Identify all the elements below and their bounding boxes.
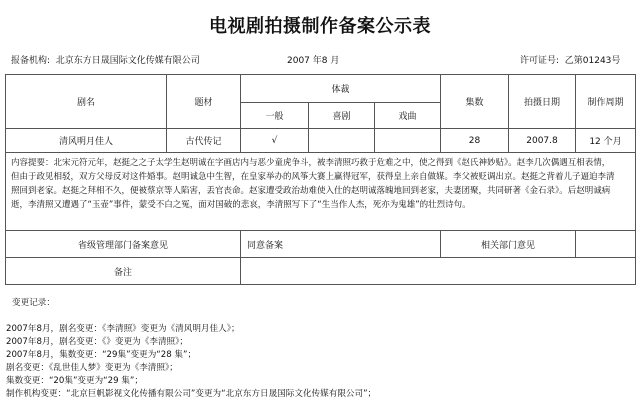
change-log-item: 制作机构变更：“北京巨帆影视文化传播有限公司”变更为“北京东方日晟国际文化传媒有限公司”； (6, 389, 377, 399)
filing-table (5, 74, 636, 285)
province-opinion-label: 省级管理部门备案意见 (6, 231, 241, 258)
header-theme: 题材 (167, 75, 241, 129)
change-log (6, 297, 636, 401)
cell-comedy (309, 129, 375, 153)
page-title: 电视剧拍摄制作备案公示表 (209, 16, 431, 37)
cell-title: 清风明月佳人 (6, 129, 167, 153)
header-period: 制作周期 (576, 75, 636, 129)
summary-line: 逝，李清照又遭遇了“玉壶”事件，蒙受不白之冤，面对国破的悲哀，李清照写下了“生当作人杰，死亦为鬼雄”的壮烈诗句。 (11, 200, 471, 210)
header-genre-comedy: 喜剧 (309, 103, 375, 129)
province-opinion-value: 同意备案 (241, 231, 441, 258)
remarks-label: 备注 (6, 258, 241, 285)
change-log-item: 集数变更：“20集”变更为“29 集”； (6, 376, 143, 386)
filing-organization (11, 53, 200, 66)
change-log-item: 2007年8月，剧名变更：《李清照》变更为《清风明月佳人》； (6, 324, 240, 334)
change-log-title: 变更记录： (12, 298, 55, 308)
change-log-item: 剧名变更：《乱世佳人梦》变更为《李清照》； (6, 363, 178, 373)
license-value: 乙第01243号 (564, 56, 621, 66)
summary-line: 内容提要：北宋元符元年，赵挺之之子太学生赵明诚在字画店内与恶少童虎争斗，被李清照巧救于危难之中，使之得到《赵氏神妙贴》。赵李几次偶遇互相表情， (11, 158, 611, 168)
remarks-value (241, 258, 636, 285)
filing-date: 2007 年8 月 (287, 56, 340, 66)
cell-episodes: 28 (441, 129, 509, 153)
filing-organization-label: 报备机构: (11, 56, 51, 66)
header-genre: 体裁 (241, 75, 441, 103)
related-opinion-value (576, 231, 636, 258)
license-number (520, 53, 620, 66)
license-label: 许可证号: (520, 56, 560, 66)
header-title: 剧名 (6, 75, 167, 129)
cell-shoot-date: 2007.8 (509, 129, 576, 153)
filing-organization-value: 北京东方日晟国际文化传媒有限公司 (55, 56, 200, 66)
table-row (6, 129, 636, 153)
cell-theme: 古代传记 (167, 129, 241, 153)
header-shoot-date: 拍摄日期 (509, 75, 576, 129)
header-genre-general: 一般 (241, 103, 309, 129)
cell-opera (375, 129, 441, 153)
related-opinion-label: 相关部门意见 (441, 231, 576, 258)
cell-period: 12 个月 (576, 129, 636, 153)
summary-line: 但由于政见相驳，双方父母反对这件婚事。赵明诚急中生智，在皇家举办的风筝大赛上赢得冠军，获得皇上亲自做媒。李父被贬调出京。赵挺之背着儿子逼迫李清 (11, 172, 615, 182)
change-log-item: 2007年8月，集数变更：“29集”变更为“28 集”； (6, 350, 197, 360)
cell-general: √ (241, 129, 309, 153)
change-log-item: 2007年8月，剧名变更：《》变更为《李清照》； (6, 337, 189, 347)
content-summary (6, 153, 636, 231)
header-episodes: 集数 (441, 75, 509, 129)
summary-line: 照回到老家。赵挺之拜相不久，便被蔡京等人陷害，丢官丧命。赵家遭受政治劫难使入仕的赵明诚落魄地回到老家，夫妻团聚，共同研著《金石录》。后赵明诚病 (11, 186, 611, 196)
header-genre-opera: 戏曲 (375, 103, 441, 129)
